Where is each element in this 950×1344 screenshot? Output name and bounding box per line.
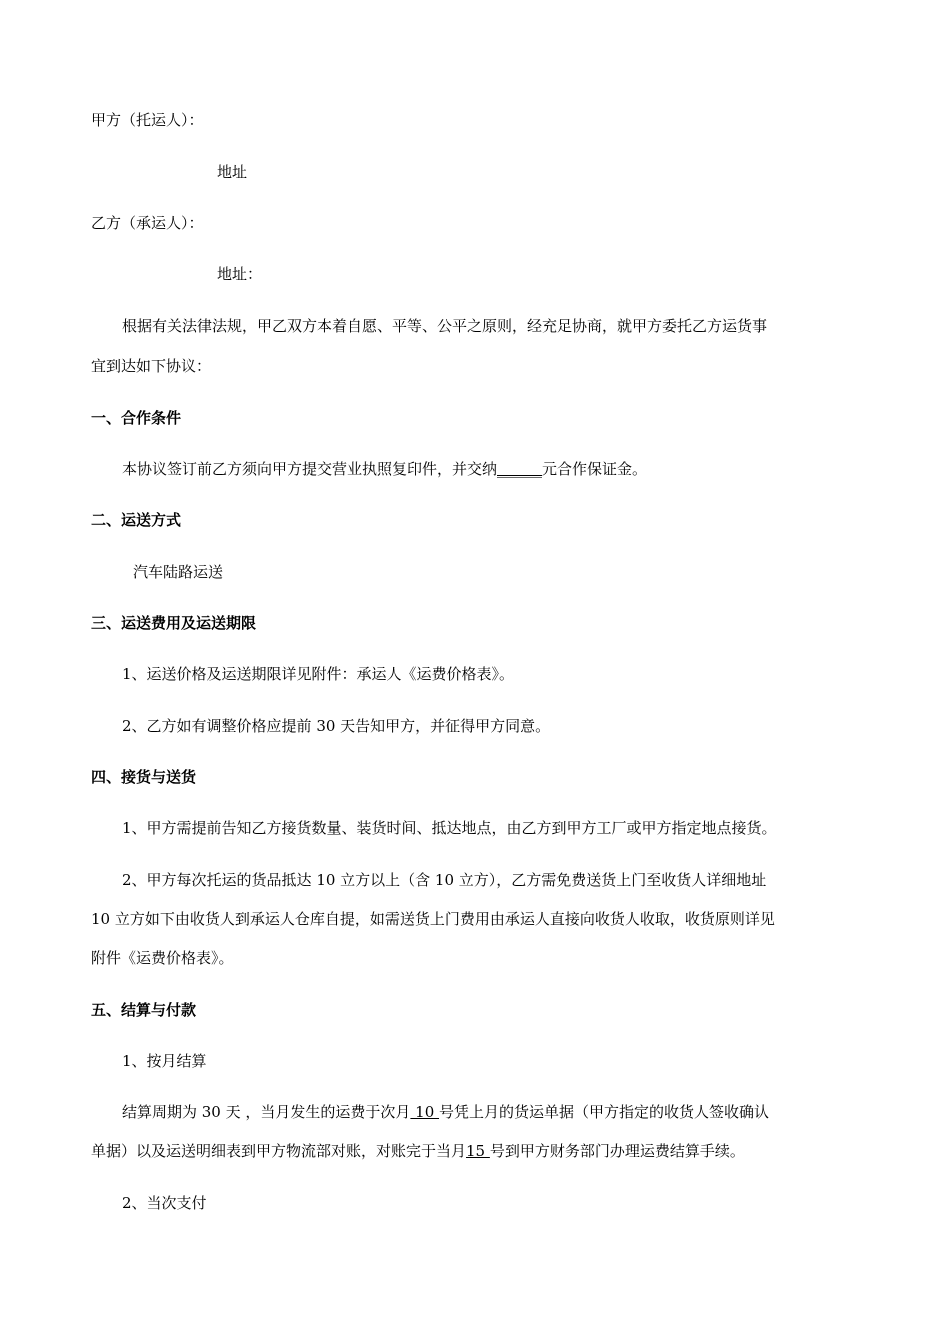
section-5-title: 五、结算与付款 bbox=[91, 1001, 197, 1019]
section-3-item-2: 2、乙方如有调整价格应提前 30 天告知甲方，并征得甲方同意。 bbox=[122, 717, 551, 735]
section-3-item-1: 1、运送价格及运送期限详见附件：承运人《运费价格表》。 bbox=[122, 665, 515, 683]
section-1-text bbox=[122, 459, 647, 479]
section-5-settlement-line-1 bbox=[122, 1102, 769, 1122]
section-1-text-before: 本协议签订前乙方须向甲方提交营业执照复印件，并交纳 bbox=[122, 460, 498, 478]
settlement-line-1-before: 结算周期为 30 天 ，当月发生的运费于次月 bbox=[122, 1103, 411, 1121]
section-5-sub-2-title: 2、当次支付 bbox=[122, 1194, 207, 1212]
section-4-item-2-line-3: 附件《运费价格表》。 bbox=[91, 949, 234, 967]
preamble-line-1: 根据有关法律法规，甲乙双方本着自愿、平等、公平之原则，经充足协商，就甲方委托乙方运货事 bbox=[122, 317, 768, 335]
section-5-sub-1-title: 1、按月结算 bbox=[122, 1052, 207, 1070]
settlement-line-1-after: 号凭上月的货运单据（甲方指定的收货人签收确认 bbox=[439, 1103, 770, 1121]
section-3-title: 三、运送费用及运送期限 bbox=[91, 614, 257, 632]
deposit-amount-blank: ______ bbox=[497, 460, 543, 478]
settlement-line-2-after: 号到甲方财务部门办理运费结算手续。 bbox=[489, 1142, 745, 1160]
preamble-line-2: 宜到达如下协议： bbox=[91, 357, 212, 375]
section-2-title: 二、运送方式 bbox=[91, 511, 182, 529]
settlement-day-value: 15 bbox=[466, 1142, 490, 1160]
section-1-text-after: 元合作保证金。 bbox=[542, 460, 648, 478]
party-a-label: 甲方（托运人）： bbox=[91, 111, 204, 129]
section-5-settlement-line-2 bbox=[91, 1141, 745, 1161]
billing-day-value: 10 bbox=[410, 1103, 440, 1121]
settlement-line-2-before: 单据）以及运送明细表到甲方物流部对账，对账完于当月 bbox=[91, 1142, 467, 1160]
section-2-text: 汽车陆路运送 bbox=[133, 563, 224, 581]
party-b-address-label: 地址： bbox=[217, 265, 263, 283]
section-4-item-1: 1、甲方需提前告知乙方接货数量、装货时间、抵达地点，由乙方到甲方工厂或甲方指定地点接货。 bbox=[122, 819, 777, 837]
section-4-item-2-line-1: 2、甲方每次托运的货品抵达 10 立方以上（含 10 立方），乙方需免费送货上门至收货人详细地址 bbox=[122, 871, 767, 889]
section-4-item-2-line-2: 10 立方如下由收货人到承运人仓库自提，如需送货上门费用由承运人直接向收货人收取，收货原则详见 bbox=[91, 910, 775, 928]
party-b-label: 乙方（承运人）： bbox=[91, 214, 204, 232]
party-a-address-label: 地址 bbox=[217, 163, 248, 181]
section-1-title: 一、合作条件 bbox=[91, 409, 182, 427]
section-4-title: 四、接货与送货 bbox=[91, 768, 197, 786]
